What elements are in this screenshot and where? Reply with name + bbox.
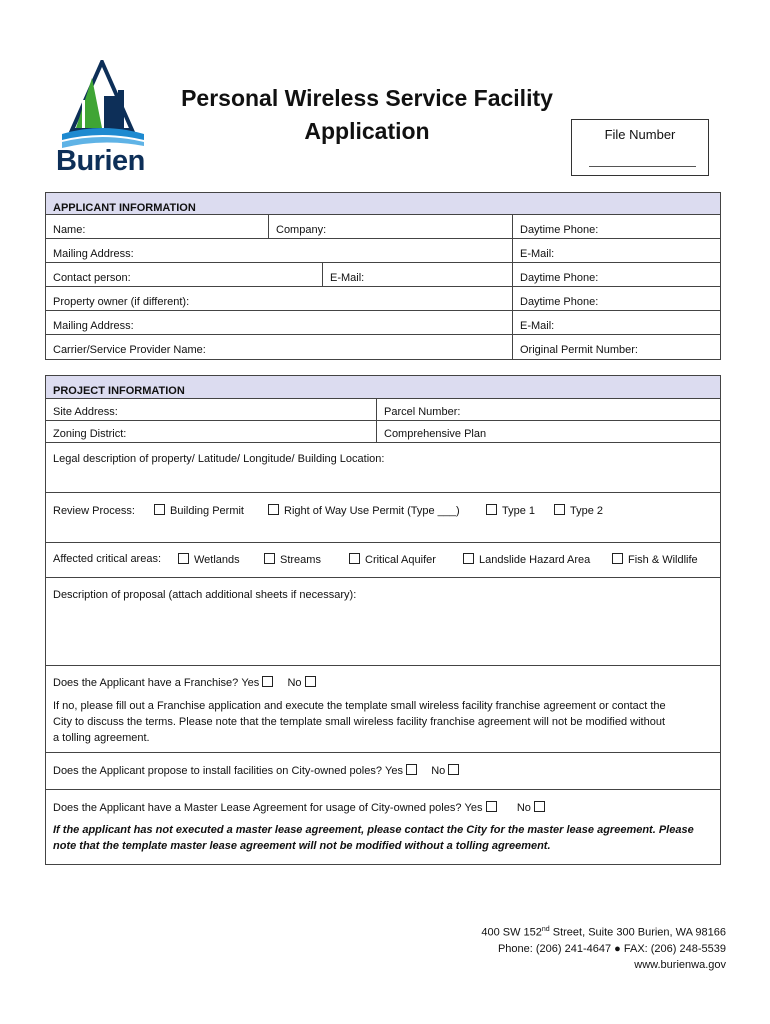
owner-phone-field[interactable]: Daytime Phone: — [512, 287, 720, 310]
building-permit-option[interactable]: Building Permit — [154, 504, 244, 517]
checkbox-icon[interactable] — [534, 801, 545, 812]
file-number-box[interactable] — [571, 119, 709, 176]
landslide-option[interactable]: Landslide Hazard Area — [463, 553, 590, 566]
type1-option[interactable]: Type 1 — [486, 504, 535, 517]
contact-person-field[interactable]: Contact person: — [53, 272, 131, 284]
owner-mailing-address-field[interactable]: Mailing Address: — [53, 320, 134, 332]
franchise-note: If no, please fill out a Franchise application and execute the template small wireless facility franchise agreement or contact the City to discuss the terms. Please note that the template small wireless facility franchise agreement will not be modified without a tolling agreement. — [53, 700, 666, 744]
critical-aquifer-option[interactable]: Critical Aquifer — [349, 553, 436, 566]
original-permit-field[interactable]: Original Permit Number: — [512, 335, 720, 359]
checkbox-icon[interactable] — [554, 504, 565, 515]
checkbox-icon[interactable] — [448, 764, 459, 775]
bullet-icon: ● — [614, 942, 621, 955]
applicant-row-4 — [46, 287, 720, 311]
legal-description-field[interactable] — [46, 443, 720, 493]
checkbox-icon[interactable] — [349, 553, 360, 564]
property-owner-field[interactable]: Property owner (if different): — [53, 296, 190, 308]
project-heading: PROJECT INFORMATION — [46, 376, 720, 399]
poles-question: Does the Applicant propose to install facilities on City-owned poles? Yes No — [53, 764, 464, 777]
wetlands-option[interactable]: Wetlands — [178, 553, 240, 566]
checkbox-icon[interactable] — [486, 504, 497, 515]
applicant-row-3 — [46, 263, 720, 287]
checkbox-icon[interactable] — [486, 801, 497, 812]
lease-question: Does the Applicant have a Master Lease Agreement for usage of City-owned poles? Yes No — [53, 801, 550, 814]
lease-note: If the applicant has not executed a master lease agreement, please contact the City for the master lease agreement. Please note that the template master lease agreement will not be modified without a tolling agreement. — [53, 824, 694, 852]
checkbox-icon[interactable] — [154, 504, 165, 515]
footer-contact — [481, 922, 726, 973]
site-address-field[interactable]: Site Address: — [53, 406, 118, 418]
franchise-question: Does the Applicant have a Franchise? Yes No — [53, 676, 321, 689]
franchise-row — [46, 666, 720, 753]
critical-areas-row — [46, 543, 720, 578]
applicant-row-5 — [46, 311, 720, 335]
footer-website[interactable]: www.burienwa.gov — [634, 958, 726, 971]
file-number-line — [589, 166, 696, 167]
checkbox-icon[interactable] — [612, 553, 623, 564]
critical-areas-label: Affected critical areas: — [53, 553, 162, 565]
comprehensive-plan-field[interactable]: Comprehensive Plan — [376, 421, 720, 442]
checkbox-icon[interactable] — [178, 553, 189, 564]
applicant-row-6 — [46, 335, 720, 359]
applicant-row-1 — [46, 215, 720, 239]
checkbox-icon[interactable] — [463, 553, 474, 564]
project-section — [45, 375, 721, 865]
mailing-address-field[interactable]: Mailing Address: — [53, 248, 134, 260]
legal-description-label: Legal description of property/ Latitude/ Longitude/ Building Location: — [53, 453, 385, 465]
contact-email-field[interactable]: E-Mail: — [322, 263, 512, 286]
description-label: Description of proposal (attach additional sheets if necessary): — [53, 589, 357, 601]
logo-text: Burien — [56, 145, 145, 177]
zoning-district-field[interactable]: Zoning District: — [53, 428, 127, 440]
daytime-phone-field[interactable]: Daytime Phone: — [512, 215, 720, 238]
checkbox-icon[interactable] — [268, 504, 279, 515]
checkbox-icon[interactable] — [264, 553, 275, 564]
email-field[interactable]: E-Mail: — [512, 239, 720, 262]
checkbox-icon[interactable] — [406, 764, 417, 775]
applicant-heading: APPLICANT INFORMATION — [46, 193, 720, 215]
row-permit-option[interactable]: Right of Way Use Permit (Type ___) — [268, 504, 460, 517]
page-title: Personal Wireless Service Facility Application — [181, 85, 553, 144]
project-row-2 — [46, 421, 720, 443]
checkbox-icon[interactable] — [305, 676, 316, 687]
lease-row — [46, 790, 720, 864]
review-process-row — [46, 493, 720, 543]
applicant-section — [45, 192, 721, 360]
owner-email-field[interactable]: E-Mail: — [512, 311, 720, 334]
project-row-1 — [46, 399, 720, 421]
applicant-row-2 — [46, 239, 720, 263]
file-number-label: File Number — [604, 127, 676, 142]
contact-phone-field[interactable]: Daytime Phone: — [512, 263, 720, 286]
footer-phone-fax: Phone: (206) 241-4647 ● FAX: (206) 248-5539 — [497, 942, 726, 955]
streams-option[interactable]: Streams — [264, 553, 321, 566]
poles-row — [46, 753, 720, 790]
description-field[interactable] — [46, 578, 720, 666]
company-field[interactable]: Company: — [268, 215, 512, 238]
checkbox-icon[interactable] — [262, 676, 273, 687]
name-field[interactable]: Name: — [53, 224, 86, 236]
parcel-number-field[interactable]: Parcel Number: — [376, 399, 720, 420]
fish-wildlife-option[interactable]: Fish & Wildlife — [612, 553, 698, 566]
footer-address: 400 SW 152nd Street, Suite 300 Burien, WA 98166 — [481, 926, 726, 939]
review-process-label: Review Process: — [53, 505, 135, 517]
type2-option[interactable]: Type 2 — [554, 504, 603, 517]
carrier-field[interactable]: Carrier/Service Provider Name: — [53, 344, 206, 356]
